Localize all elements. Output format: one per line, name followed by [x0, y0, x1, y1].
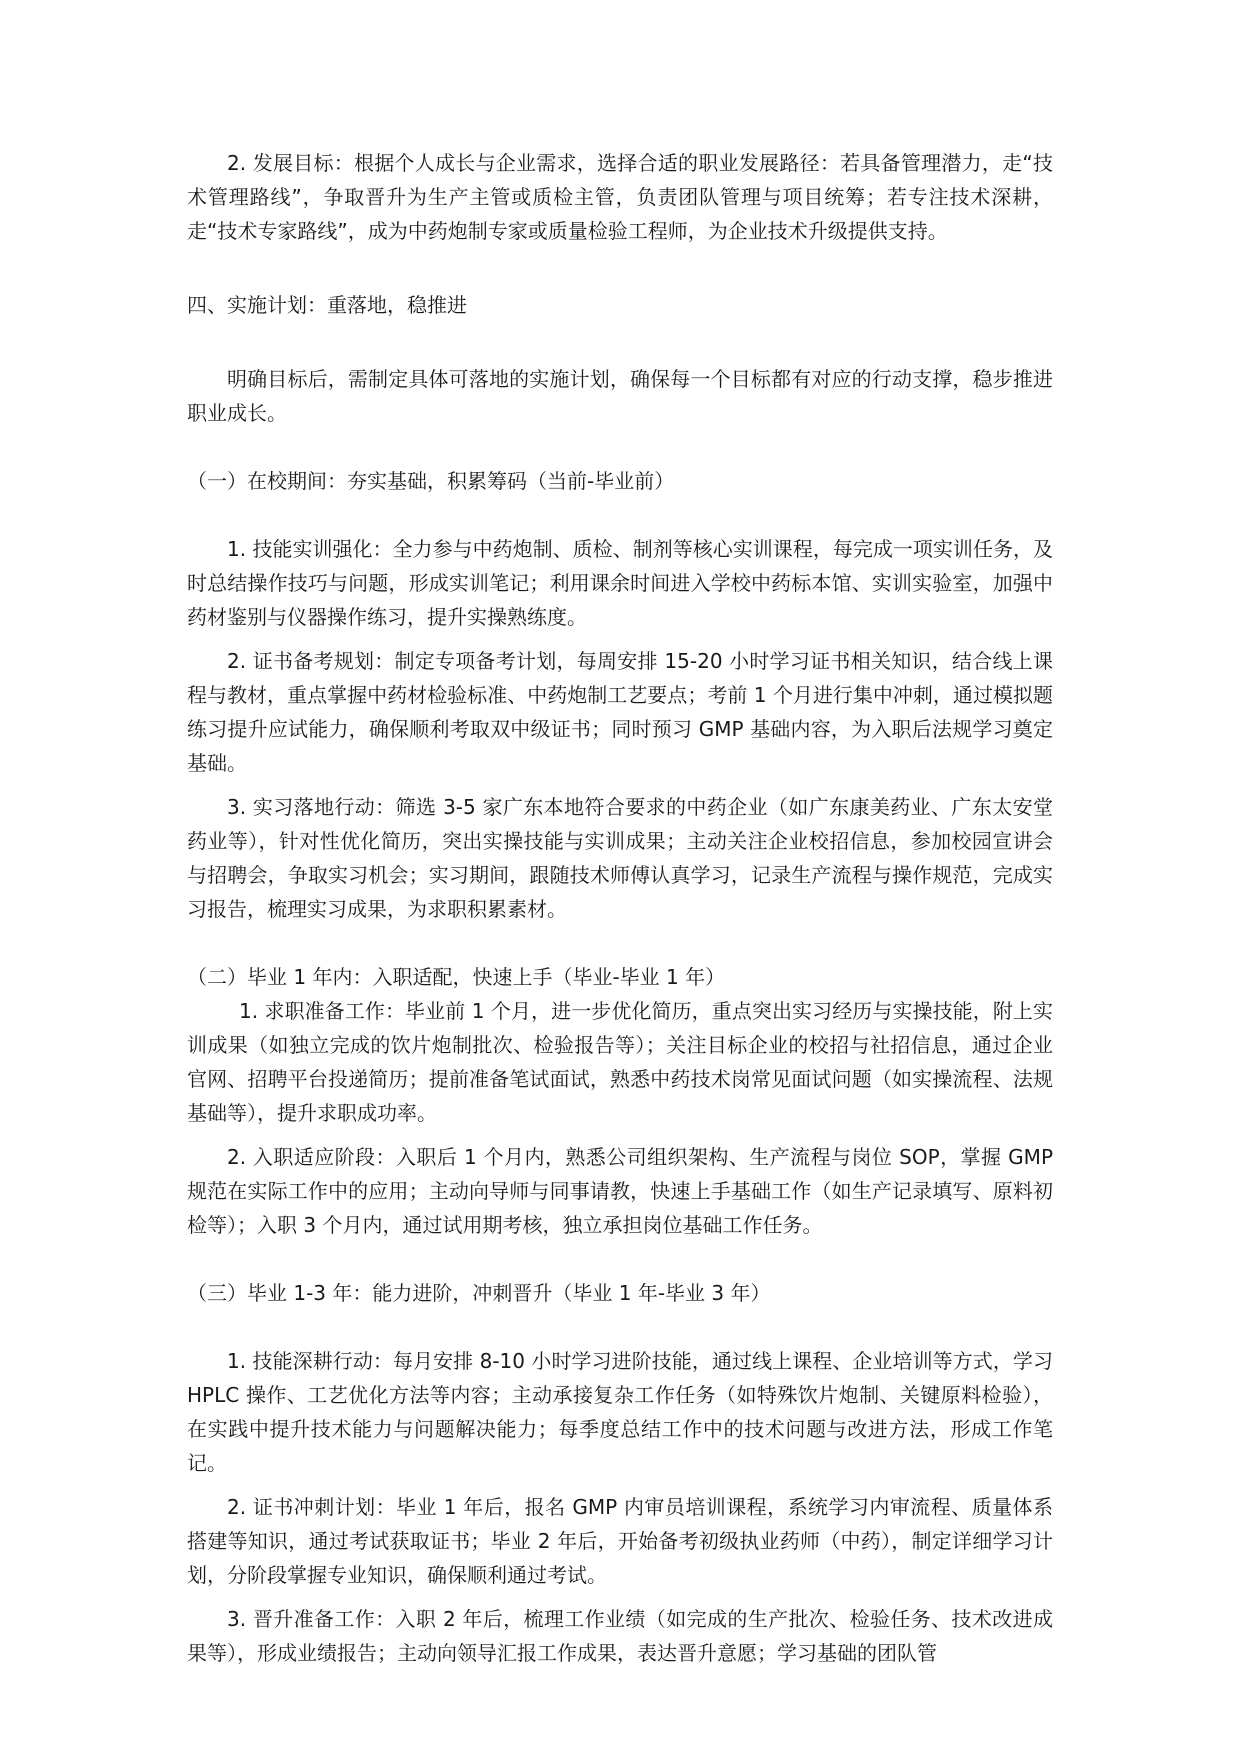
paragraph-skill-deepening: 1. 技能深耕行动：每月安排 8-10 小时学习进阶技能，通过线上课程、企业培训等方式，学习 HPLC 操作、工艺优化方法等内容；主动承接复杂工作任务（如特殊饮片炮制、关键原料检验），在实践中提升技术能力与问题解决能力；每季度总结工作中的技术问题与改进方法，形成工作笔记。 — [187, 1349, 1053, 1475]
paragraph-job-preparation: 1. 求职准备工作：毕业前 1 个月，进一步优化简历，重点突出实习经历与实操技能，附上实训成果（如独立完成的饮片炮制批次、检验报告等）；关注目标企业的校招与社招信息，通过企业官网、招聘平台投递简历；提前准备笔试面试，熟悉中药技术岗常见面试问题（如实操流程、法规基础等），提升求职成功率。 — [187, 999, 1053, 1125]
paragraph-certificate-sprint: 2. 证书冲刺计划：毕业 1 年后，报名 GMP 内审员培训课程，系统学习内审流程、质量体系搭建等知识，通过考试获取证书；毕业 2 年后，开始备考初级执业药师（中药），制定详细学习计划，分阶段掌握专业知识，确保顺利通过考试。 — [187, 1495, 1053, 1587]
paragraph-implementation-intro: 明确目标后，需制定具体可落地的实施计划，确保每一个目标都有对应的行动支撑，稳步推进职业成长。 — [187, 367, 1053, 425]
paragraph-development-goal: 2. 发展目标：根据个人成长与企业需求，选择合适的职业发展路径：若具备管理潜力，走“技术管理路线”，争取晋升为生产主管或质检主管，负责团队管理与项目统筹；若专注技术深耕，走“技术专家路线”，成为中药炮制专家或质量检验工程师，为企业技术升级提供支持。 — [187, 151, 1053, 243]
document-page — [187, 146, 1053, 1670]
paragraph-internship-action: 3. 实习落地行动：筛选 3-5 家广东本地符合要求的中药企业（如广东康美药业、广东太安堂药业等），针对性优化简历，突出实操技能与实训成果；主动关注企业校招信息，参加校园宣讲会与招聘会，争取实习机会；实习期间，跟随技术师傅认真学习，记录生产流程与操作规范，完成实习报告，梳理实习成果，为求职积累素材。 — [187, 795, 1053, 921]
paragraph-onboarding: 2. 入职适应阶段：入职后 1 个月内，熟悉公司组织架构、生产流程与岗位 SOP，掌握 GMP 规范在实际工作中的应用；主动向导师与同事请教，快速上手基础工作（如生产记录填写、原料初检等）；入职 3 个月内，通过试用期考核，独立承担岗位基础工作任务。 — [187, 1145, 1053, 1237]
paragraph-certificate-plan: 2. 证书备考规划：制定专项备考计划，每周安排 15-20 小时学习证书相关知识，结合线上课程与教材，重点掌握中药材检验标准、中药炮制工艺要点；考前 1 个月进行集中冲刺，通过模拟题练习提升应试能力，确保顺利考取双中级证书；同时预习 GMP 基础内容，为入职后法规学习奠定基础。 — [187, 649, 1053, 775]
section-heading-implementation-plan: 四、实施计划：重落地，稳推进 — [187, 293, 467, 317]
paragraph-skill-training: 1. 技能实训强化：全力参与中药炮制、质检、制剂等核心实训课程，每完成一项实训任务，及时总结操作技巧与问题，形成实训笔记；利用课余时间进入学校中药标本馆、实训实验室，加强中药材鉴别与仪器操作练习，提升实操熟练度。 — [187, 537, 1053, 629]
subsection-heading-school-period: （一）在校期间：夯实基础，积累筹码（当前-毕业前） — [187, 469, 675, 493]
paragraph-promotion-preparation: 3. 晋升准备工作：入职 2 年后，梳理工作业绩（如完成的生产批次、检验任务、技术改进成果等），形成业绩报告；主动向领导汇报工作成果，表达晋升意愿；学习基础的团队管 — [187, 1607, 1053, 1665]
subsection-heading-first-year: （二）毕业 1 年内：入职适配，快速上手（毕业-毕业 1 年） — [187, 965, 726, 989]
subsection-heading-years-one-to-three: （三）毕业 1-3 年：能力进阶，冲刺晋升（毕业 1 年-毕业 3 年） — [187, 1281, 771, 1305]
